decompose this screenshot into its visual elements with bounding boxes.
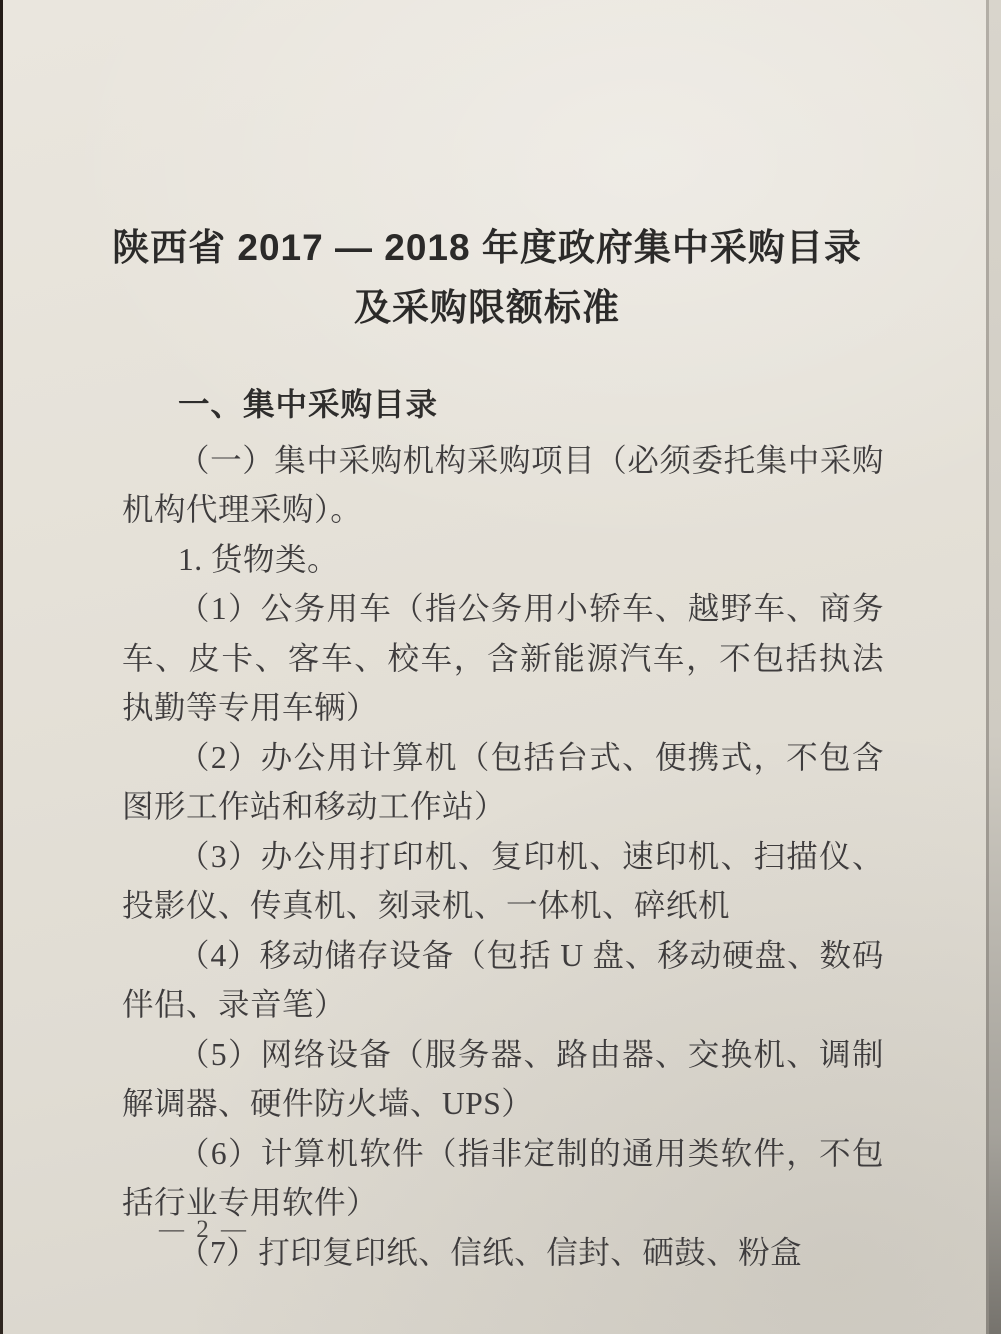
paragraph-item-5: （5）网络设备（服务器、路由器、交换机、调制解调器、硬件防火墙、UPS） [122, 1036, 884, 1121]
paragraph-item-6: （6）计算机软件（指非定制的通用类软件，不包括行业专用软件） [122, 1135, 884, 1220]
document-title-line2: 及采购限额标准 [354, 287, 620, 328]
paragraph-item-7: （7）打印复印纸、信纸、信封、硒鼓、粉盒 [178, 1234, 803, 1270]
photo-background-right-edge [989, 0, 1001, 1334]
paragraph-item-4: （4）移动储存设备（包括 U 盘、移动硬盘、数码伴侣、录音笔） [122, 937, 884, 1022]
document-title-line1: 陕西省 2017 — 2018 年度政府集中采购目录 [112, 227, 862, 268]
paragraph-subsection-1: （一）集中采购机构采购项目（必须委托集中采购机构代理采购）。 [122, 442, 884, 527]
paragraph-item-2: （2）办公用计算机（包括台式、便携式，不包含图形工作站和移动工作站） [122, 739, 884, 824]
paragraph-goods-class: 1. 货物类。 [178, 541, 340, 577]
document-title [63, 218, 911, 338]
document-body [122, 380, 884, 1277]
paragraph-item-1: （1）公务用车（指公务用小轿车、越野车、商务车、皮卡、客车、校车，含新能源汽车，不包括执法执勤等专用车辆） [122, 591, 884, 725]
photo-background-left-edge [0, 0, 3, 1334]
paper-sheet [3, 0, 986, 1334]
page-number: — 2 — [159, 1216, 249, 1243]
paragraph-item-3: （3）办公用打印机、复印机、速印机、扫描仪、投影仪、传真机、刻录机、一体机、碎纸机 [122, 838, 884, 923]
section-heading: 一、集中采购目录 [178, 386, 439, 422]
